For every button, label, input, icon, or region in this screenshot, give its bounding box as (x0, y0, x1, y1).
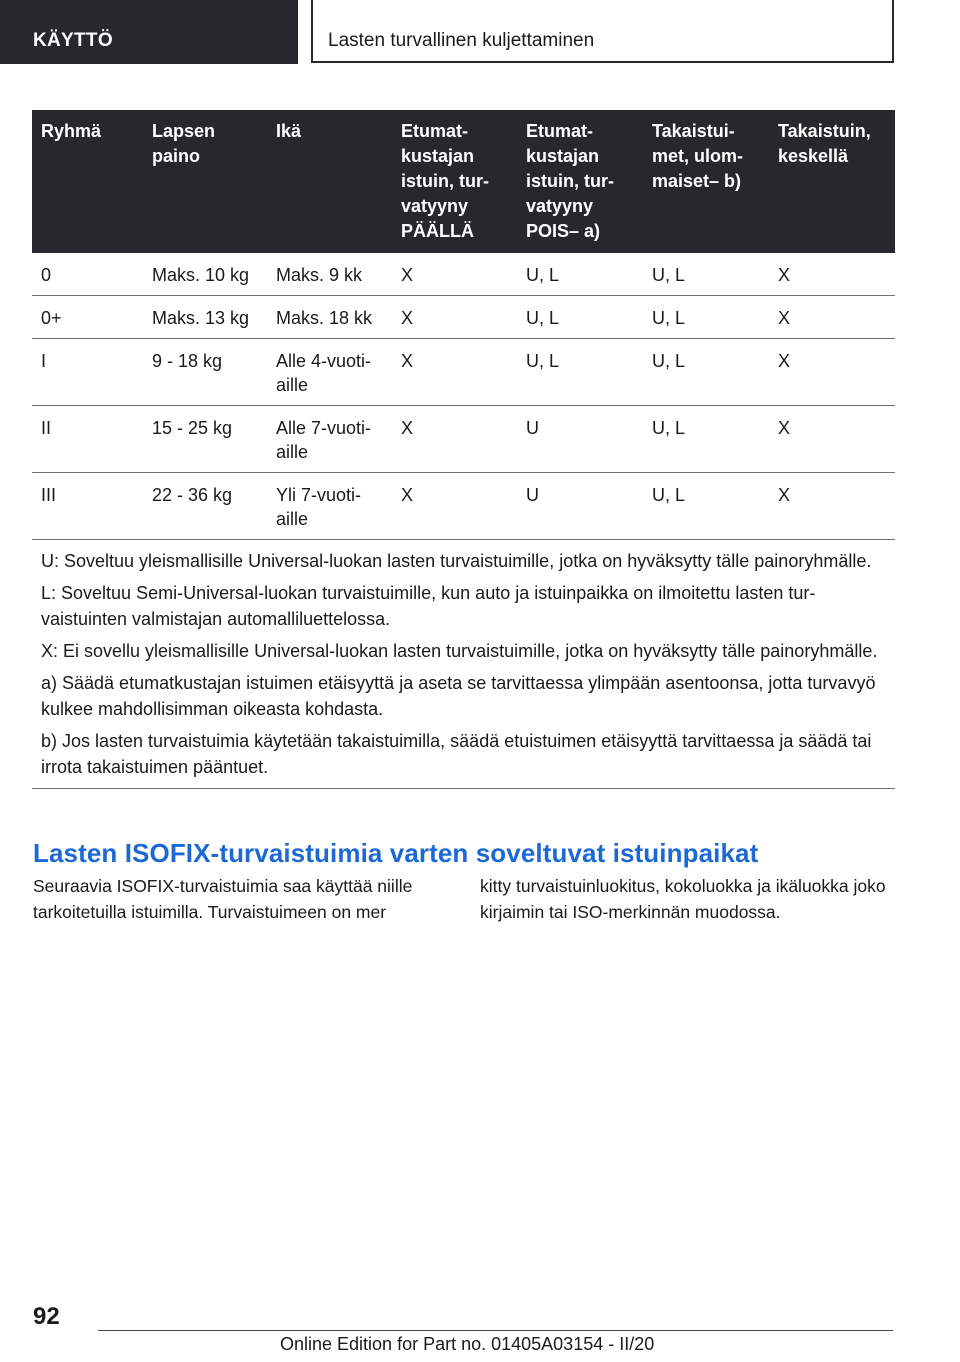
table-cell: Alle 7-vuotiaille (267, 406, 392, 473)
table-cell: U, L (517, 253, 643, 296)
header-chapter-label: Lasten turvallinen kuljettaminen (328, 30, 595, 51)
table-cell: Alle 4-vuotiaille (267, 339, 392, 406)
note-u: U: Soveltuu yleismallisille Universal-luokan lasten turvaistuimille, jotka on hyväksytty tälle painoryhmälle. (41, 551, 872, 571)
table-row (32, 253, 895, 296)
table-cell: X (392, 473, 517, 540)
table-cell: II (32, 406, 143, 473)
table-cell: Maks. 18 kk (267, 296, 392, 339)
column-header-age: Ikä (267, 110, 392, 253)
table-cell: U (517, 473, 643, 540)
table-cell: III (32, 473, 143, 540)
table-cell: U, L (643, 406, 769, 473)
section-title: Lasten ISOFIX-turvaistuimia varten soveltuvat istuinpaikat (33, 838, 759, 868)
body-text-right-column: kitty turvaistuinluokitus, kokoluokka ja ikäluokka joko kirjaimin tai ISO-merkinnän muodossa. (480, 876, 886, 922)
header-section-tab (0, 0, 298, 64)
table-cell: X (392, 339, 517, 406)
table-cell: U, L (643, 296, 769, 339)
table-cell: U, L (643, 253, 769, 296)
table-row (32, 339, 895, 406)
table-cell: X (392, 253, 517, 296)
footer-divider (98, 1330, 893, 1331)
table-cell: 15 - 25 kg (143, 406, 267, 473)
footer-edition-text: Online Edition for Part no. 01405A03154 - II/20 (280, 1334, 655, 1354)
note-b: b) Jos lasten turvaistuimia käytetään takaistuimilla, säädä etuistuimen etäisyyttä tarvittaessa ja säädä tai irrota takaistuimen pääntuet. (41, 731, 872, 777)
note-x: X: Ei sovellu yleismallisille Universal-luokan lasten turvaistuimille, jotka on hyväksytty tälle painoryhmälle. (41, 641, 878, 661)
column-header-weight: Lapsen paino (143, 110, 267, 253)
table-cell: 9 - 18 kg (143, 339, 267, 406)
table-cell: 0 (32, 253, 143, 296)
column-header-front-airbag-off: Etumatkustajan istuin, turvatyyny POIS– a) (517, 110, 643, 253)
table-cell: X (392, 406, 517, 473)
table-cell: U, L (643, 339, 769, 406)
note-l: L: Soveltuu Semi-Universal-luokan turvaistuimille, kun auto ja istuinpaikka on ilmoitettu lasten turvaistuinten valmistajan automalliluettelossa. (41, 583, 816, 629)
table-cell: 22 - 36 kg (143, 473, 267, 540)
table-row (32, 296, 895, 339)
header-section-label: KÄYTTÖ (33, 30, 113, 51)
table-cell: X (769, 253, 895, 296)
table-notes-row (32, 540, 895, 789)
table-cell: U, L (643, 473, 769, 540)
table-cell: U (517, 406, 643, 473)
table-cell: X (769, 406, 895, 473)
table-cell: X (769, 339, 895, 406)
table-notes (32, 540, 895, 789)
column-header-group: Ryhmä (32, 110, 143, 253)
header-chapter-box (311, 0, 894, 63)
column-header-rear-center: Takaistuin, keskellä (769, 110, 895, 253)
note-a: a) Säädä etumatkustajan istuimen etäisyyttä ja aseta se tarvittaessa ylimpään asentoonsa, jotta turvavyö kulkee mahdollisimman oikeasta kohdasta. (41, 673, 876, 719)
table-cell: Yli 7-vuotiaille (267, 473, 392, 540)
column-header-rear-outer: Takaistuimet, ulommaiset– b) (643, 110, 769, 253)
table-cell: X (392, 296, 517, 339)
table-header-row (32, 110, 895, 253)
table-cell: U, L (517, 296, 643, 339)
table-row (32, 473, 895, 540)
table-cell: X (769, 296, 895, 339)
table-row (32, 406, 895, 473)
table-cell: X (769, 473, 895, 540)
table-cell: U, L (517, 339, 643, 406)
table-cell: I (32, 339, 143, 406)
table-cell: Maks. 10 kg (143, 253, 267, 296)
page-number: 92 (33, 1303, 60, 1330)
body-text-left-column: Seuraavia ISOFIX-turvaistuimia saa käyttää niille tarkoitetuilla istuimilla. Turvaistuimeen on mer (33, 876, 413, 922)
table-cell: 0+ (32, 296, 143, 339)
table-cell: Maks. 9 kk (267, 253, 392, 296)
child-seat-table (32, 110, 895, 789)
column-header-front-airbag-on: Etumatkustajan istuin, turvatyyny PÄÄLLÄ (392, 110, 517, 253)
table-cell: Maks. 13 kg (143, 296, 267, 339)
